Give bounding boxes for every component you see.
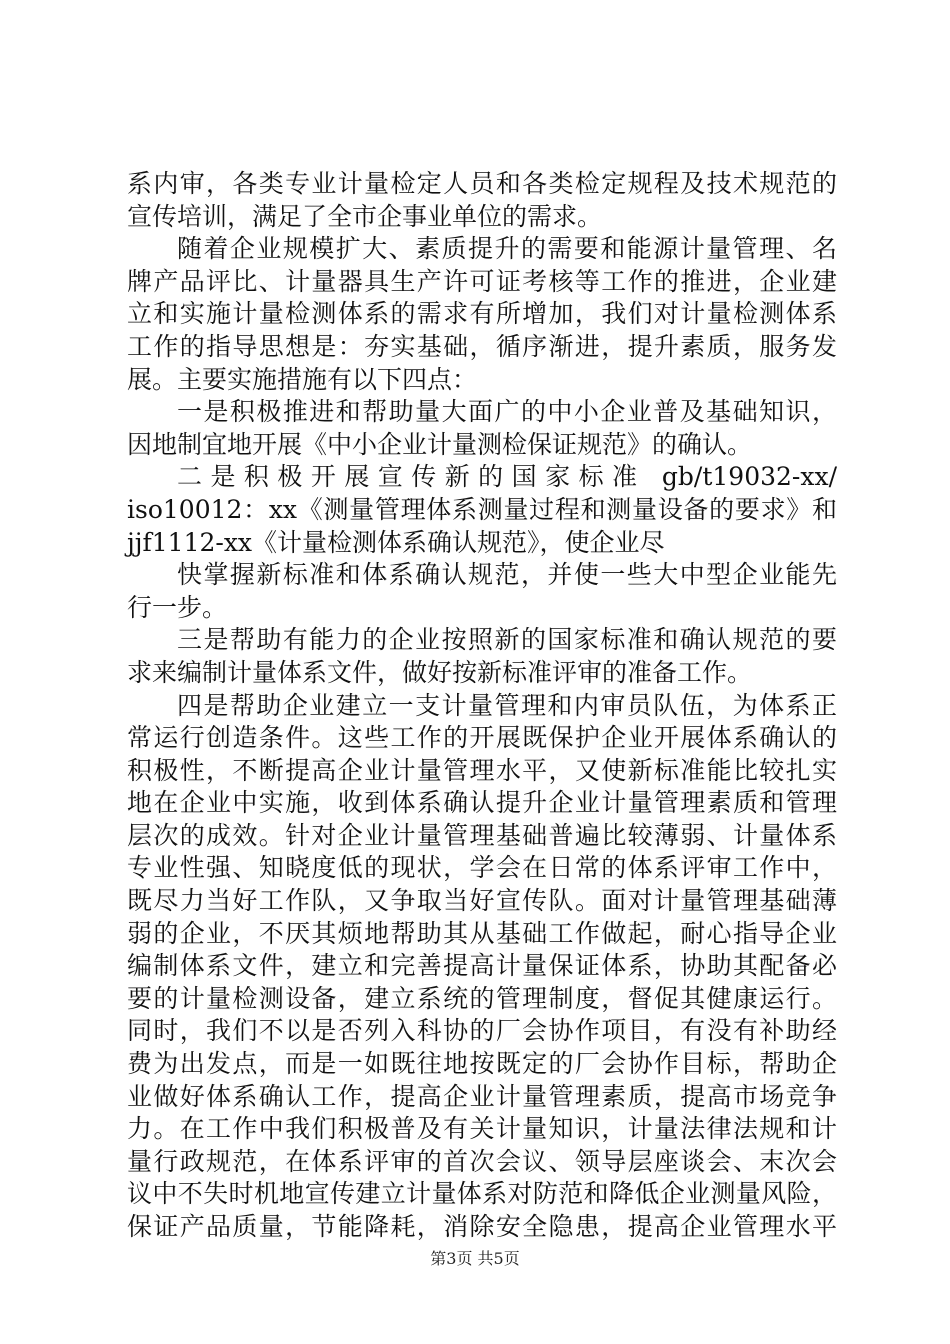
text-line: 费为出发点，而是一如既往地按既定的厂会协作目标，帮助企 <box>127 1049 837 1079</box>
text-line: 保证产品质量，节能降耗，消除安全隐患，提高企业管理水平 <box>127 1212 837 1241</box>
text-line: 积极性，不断提高企业计量管理水平，又使新标准能比较扎实 <box>127 755 837 785</box>
text-line: 议中不失时机地宣传建立计量体系对防范和降低企业测量风险， <box>127 1179 837 1209</box>
text-line: 快掌握新标准和体系确认规范，并使一些大中型企业能先 <box>177 560 837 590</box>
text-line: 常运行创造条件。这些工作的开展既保护企业开展体系确认的 <box>127 723 837 753</box>
text-line: 地在企业中实施，收到体系确认提升企业计量管理素质和管理 <box>127 788 837 818</box>
text-line: 量行政规范，在体系评审的首次会议、领导层座谈会、末次会 <box>127 1146 837 1176</box>
text-line: 行一步。 <box>127 592 228 622</box>
text-line: 同时，我们不以是否列入科协的厂会协作项目，有没有补助经 <box>127 1016 837 1046</box>
text-line: 立和实施计量检测体系的需求有所增加，我们对计量检测体系 <box>127 299 837 329</box>
text-line: 宣传培训，满足了全市企事业单位的需求。 <box>127 201 603 231</box>
text-line: 要的计量检测设备，建立系统的管理制度，督促其健康运行。 <box>127 983 837 1013</box>
text-line: 系内审，各类专业计量检定人员和各类检定规程及技术规范的 <box>127 169 837 198</box>
text-line: 弱的企业，不厌其烦地帮助其从基础工作做起，耐心指导企业 <box>127 918 837 948</box>
text-line: 层次的成效。针对企业计量管理基础普遍比较薄弱、计量体系 <box>127 820 837 850</box>
text-line: 三是帮助有能力的企业按照新的国家标准和确认规范的要 <box>177 625 837 655</box>
text-line: 求来编制计量体系文件，做好按新标准评审的准备工作。 <box>127 657 753 687</box>
document-body <box>127 168 837 1244</box>
text-line: 因地制宜地开展《中小企业计量测检保证规范》的确认。 <box>127 429 753 459</box>
text-line: jjf1112-xx《计量检测体系确认规范》，使企业尽 <box>127 527 665 557</box>
text-line: 一是积极推进和帮助量大面广的中小企业普及基础知识， <box>177 397 837 427</box>
text-line: 随着企业规模扩大、素质提升的需要和能源计量管理、名 <box>177 234 837 264</box>
text-line: 编制体系文件，建立和完善提高计量保证体系，协助其配备必 <box>127 951 837 981</box>
text-line: 牌产品评比、计量器具生产许可证考核等工作的推进，企业建 <box>127 266 837 296</box>
text-line: 既尽力当好工作队，又争取当好宣传队。面对计量管理基础薄 <box>127 886 837 916</box>
text-line: 工作的指导思想是：夯实基础，循序渐进，提升素质，服务发 <box>127 331 837 361</box>
text-line: iso10012：xx《测量管理体系测量过程和测量设备的要求》和 <box>127 494 837 524</box>
text-line: 四是帮助企业建立一支计量管理和内审员队伍，为体系正 <box>177 690 837 720</box>
text-line: 展。主要实施措施有以下四点： <box>127 364 478 394</box>
page-number-footer: 第3页 共5页 <box>430 1249 520 1268</box>
text-line: 二是积极开展宣传新的国家标准 gb/t19032-xx/ <box>177 462 837 492</box>
text-line: 业做好体系确认工作，提高企业计量管理素质，提高市场竞争 <box>127 1081 837 1111</box>
text-line: 专业性强、知晓度低的现状，学会在日常的体系评审工作中， <box>127 853 837 883</box>
text-line: 力。在工作中我们积极普及有关计量知识，计量法律法规和计 <box>127 1114 837 1144</box>
